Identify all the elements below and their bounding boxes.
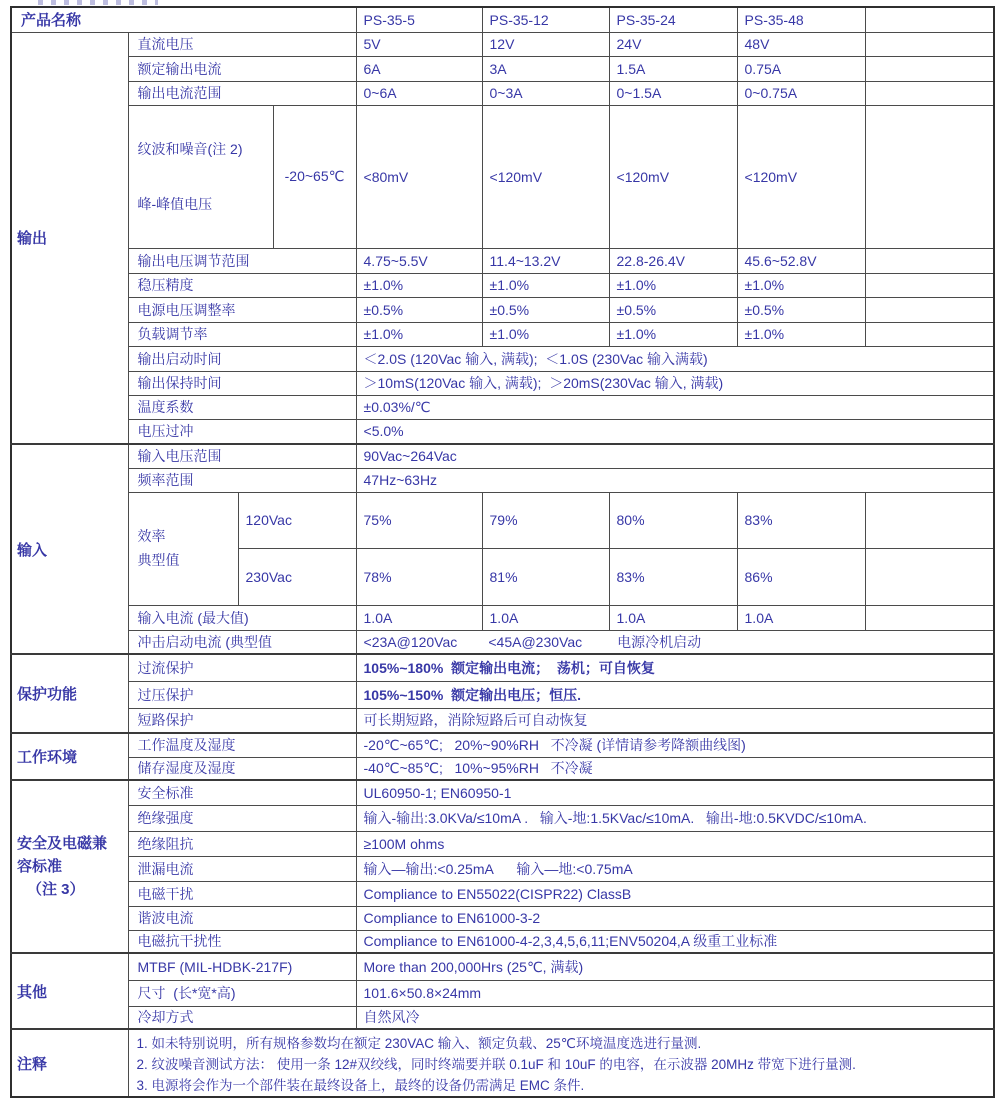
model-ps-35-48: PS-35-48 — [737, 7, 865, 32]
row-inrush-current — [11, 630, 994, 654]
param-label: 频率范围 — [128, 468, 356, 492]
param-label-ripple — [128, 105, 273, 248]
param-label: 输出保持时间 — [128, 371, 356, 395]
spec-value: 80% — [609, 492, 737, 549]
spec-value: 83% — [737, 492, 865, 549]
row-ovp — [11, 681, 994, 708]
param-label-efficiency — [128, 492, 238, 605]
row-hold-time — [11, 371, 994, 395]
row-storage-temp — [11, 757, 994, 780]
row-cooling — [11, 1006, 994, 1029]
row-ripple-noise — [11, 105, 994, 248]
spec-value: 3A — [482, 56, 609, 81]
safety-label-line2: 容标准 — [17, 858, 63, 876]
empty-cell — [865, 492, 994, 549]
spec-value: 0~1.5A — [609, 81, 737, 105]
spec-value: ±1.0% — [737, 322, 865, 346]
spec-value-span: <5.0% — [356, 419, 994, 444]
param-label: 短路保护 — [128, 708, 356, 733]
spec-value: 45.6~52.8V — [737, 248, 865, 273]
note-line-3: 3. 电源将会作为一个部件装在最终设备上，最终的设备仍需满足 EMC 条件. — [136, 1078, 585, 1094]
spec-value-span: 47Hz~63Hz — [356, 468, 994, 492]
spec-value: 0.75A — [737, 56, 865, 81]
param-label: 输出电压调节范围 — [128, 248, 356, 273]
efficiency-label-line2: 典型值 — [137, 551, 180, 568]
spec-value-span: -40℃~85℃; 10%~95%RH 不冷凝 — [356, 757, 994, 780]
spec-value: <120mV — [737, 105, 865, 248]
spec-value: 1.5A — [609, 56, 737, 81]
spec-value: 11.4~13.2V — [482, 248, 609, 273]
row-insulation-strength — [11, 805, 994, 831]
empty-header-cell — [865, 7, 994, 32]
spec-value-span: More than 200,000Hrs (25℃, 满载) — [356, 953, 994, 980]
spec-value-span: 输入-输出:3.0KVa/≤10mA . 输入-地:1.5KVac/≤10mA. 输出-地:0.5KVDC/≤10mA. — [356, 805, 994, 831]
param-label: 工作温度及湿度 — [128, 733, 356, 757]
spec-value: 81% — [482, 549, 609, 606]
spec-value: ±1.0% — [482, 273, 609, 297]
top-clipped-text-artifact — [38, 0, 158, 5]
spec-value-span: ≥100M ohms — [356, 831, 994, 856]
param-label: 输入电压范围 — [128, 444, 356, 468]
row-voltage-adj-range — [11, 248, 994, 273]
safety-label-note: （注 3） — [27, 881, 85, 899]
row-efficiency-120vac — [11, 492, 994, 549]
spec-value: 1.0A — [737, 605, 865, 630]
param-label: 负载调节率 — [128, 322, 356, 346]
efficiency-condition-120vac: 120Vac — [238, 492, 356, 549]
param-label: 温度系数 — [128, 395, 356, 419]
spec-value: 83% — [609, 549, 737, 606]
section-label-environment: 工作环境 — [11, 733, 128, 780]
empty-cell — [865, 297, 994, 322]
ripple-condition: -20~65℃ — [273, 105, 356, 248]
param-label: 输入电流 (最大值) — [128, 605, 356, 630]
spec-value: ±1.0% — [609, 322, 737, 346]
row-dimensions — [11, 980, 994, 1006]
spec-value: 4.75~5.5V — [356, 248, 482, 273]
row-insulation-resistance — [11, 831, 994, 856]
empty-cell — [865, 605, 994, 630]
param-label: 直流电压 — [128, 32, 356, 56]
section-label-output: 输出 — [11, 32, 128, 444]
spec-value-span: Compliance to EN61000-4-2,3,4,5,6,11;ENV50204,A 级重工业标准 — [356, 930, 994, 953]
param-label: MTBF (MIL-HDBK-217F) — [128, 953, 356, 980]
param-label: 储存湿度及湿度 — [128, 757, 356, 780]
spec-value-span: Compliance to EN55022(CISPR22) ClassB — [356, 881, 994, 906]
spec-value-span: ＜2.0S (120Vac 输入, 满载); ＜1.0S (230Vac 输入满载) — [356, 346, 994, 371]
spec-value: ±0.5% — [609, 297, 737, 322]
ripple-label-line1: 纹波和噪音(注 2) — [137, 140, 243, 157]
header-row — [11, 7, 994, 32]
param-label: 电磁干扰 — [128, 881, 356, 906]
spec-value: <120mV — [482, 105, 609, 248]
param-label: 稳压精度 — [128, 273, 356, 297]
spec-value: 0~6A — [356, 81, 482, 105]
param-label: 冲击启动电流 (典型值 — [128, 630, 356, 654]
param-label: 过流保护 — [128, 654, 356, 681]
model-ps-35-5: PS-35-5 — [356, 7, 482, 32]
row-overshoot — [11, 419, 994, 444]
spec-value-span: 101.6×50.8×24mm — [356, 980, 994, 1006]
spec-value-span: 90Vac~264Vac — [356, 444, 994, 468]
section-label-safety-emc — [11, 780, 128, 953]
spec-value: <120mV — [609, 105, 737, 248]
spec-value: 86% — [737, 549, 865, 606]
row-dc-voltage — [11, 32, 994, 56]
row-temp-coefficient — [11, 395, 994, 419]
empty-cell — [865, 105, 994, 248]
spec-value: 0~3A — [482, 81, 609, 105]
row-input-max-current — [11, 605, 994, 630]
param-label: 泄漏电流 — [128, 856, 356, 881]
row-leakage-current — [11, 856, 994, 881]
spec-value: 1.0A — [482, 605, 609, 630]
spec-value: 78% — [356, 549, 482, 606]
empty-cell — [865, 322, 994, 346]
efficiency-label-line1: 效率 — [137, 527, 166, 544]
row-current-range — [11, 81, 994, 105]
spec-value-span: <23A@120Vac <45A@230Vac 电源冷机启动 — [356, 630, 994, 654]
row-notes — [11, 1029, 994, 1097]
spec-value: 6A — [356, 56, 482, 81]
spec-value: 79% — [482, 492, 609, 549]
notes-cell — [128, 1029, 994, 1097]
row-safety-standard — [11, 780, 994, 805]
safety-label-line1: 安全及电磁兼 — [17, 834, 108, 852]
spec-value-span: ±0.03%/℃ — [356, 395, 994, 419]
section-label-other: 其他 — [11, 953, 128, 1029]
param-label: 绝缘阻抗 — [128, 831, 356, 856]
spec-value-span: -20℃~65℃; 20%~90%RH 不冷凝 (详情请参考降额曲线图) — [356, 733, 994, 757]
row-emc-immunity — [11, 930, 994, 953]
spec-value: 22.8-26.4V — [609, 248, 737, 273]
param-label: 电压过冲 — [128, 419, 356, 444]
param-label: 额定输出电流 — [128, 56, 356, 81]
spec-value: 24V — [609, 32, 737, 56]
note-line-2: 2. 纹波噪音测试方法： 使用一条 12#双绞线，同时终端要并联 0.1uF 和 10uF 的电容，在示波器 20MHz 带宽下进行量测. — [136, 1057, 856, 1073]
ripple-label-line2: 峰-峰值电压 — [137, 195, 213, 212]
spec-value: 12V — [482, 32, 609, 56]
spec-value: ±0.5% — [356, 297, 482, 322]
spec-value: ±0.5% — [737, 297, 865, 322]
param-label: 尺寸 (长*宽*高) — [128, 980, 356, 1006]
spec-value: ±1.0% — [482, 322, 609, 346]
spec-value: 5V — [356, 32, 482, 56]
empty-cell — [865, 248, 994, 273]
spec-value: 1.0A — [356, 605, 482, 630]
spec-value: 75% — [356, 492, 482, 549]
row-frequency-range — [11, 468, 994, 492]
model-ps-35-24: PS-35-24 — [609, 7, 737, 32]
spec-value-span: Compliance to EN61000-3-2 — [356, 906, 994, 930]
param-label: 电源电压调整率 — [128, 297, 356, 322]
efficiency-condition-230vac: 230Vac — [238, 549, 356, 606]
row-input-voltage-range — [11, 444, 994, 468]
row-scp — [11, 708, 994, 733]
row-load-regulation — [11, 322, 994, 346]
param-label: 冷却方式 — [128, 1006, 356, 1029]
spec-value: 1.0A — [609, 605, 737, 630]
row-harmonic-current — [11, 906, 994, 930]
empty-cell — [865, 549, 994, 606]
row-line-regulation — [11, 297, 994, 322]
spec-value: <80mV — [356, 105, 482, 248]
spec-value-span: UL60950-1; EN60950-1 — [356, 780, 994, 805]
param-label: 谐波电流 — [128, 906, 356, 930]
param-label: 绝缘强度 — [128, 805, 356, 831]
spec-value: ±0.5% — [482, 297, 609, 322]
spec-value: ±1.0% — [737, 273, 865, 297]
param-label: 安全标准 — [128, 780, 356, 805]
spec-value: 0~0.75A — [737, 81, 865, 105]
spec-value: ±1.0% — [356, 322, 482, 346]
empty-cell — [865, 32, 994, 56]
model-ps-35-12: PS-35-12 — [482, 7, 609, 32]
product-name-label: 产品名称 — [11, 7, 356, 32]
spec-value-span: 105%~150% 额定输出电压；恒压. — [356, 681, 994, 708]
section-label-input: 输入 — [11, 444, 128, 654]
note-line-1: 1. 如未特别说明，所有规格参数均在额定 230VAC 输入、额定负载、25℃环境温度选进行量测. — [136, 1036, 702, 1052]
row-operating-temp — [11, 733, 994, 757]
section-label-protection: 保护功能 — [11, 654, 128, 733]
spec-value-span: 105%~180% 额定输出电流； 荡机；可自恢复 — [356, 654, 994, 681]
empty-cell — [865, 81, 994, 105]
row-setup-time — [11, 346, 994, 371]
param-label: 电磁抗干扰性 — [128, 930, 356, 953]
param-label: 过压保护 — [128, 681, 356, 708]
spec-value-span: 输入—输出:<0.25mA 输入—地:<0.75mA — [356, 856, 994, 881]
spec-value-span: 可长期短路，消除短路后可自动恢复 — [356, 708, 994, 733]
spec-value-span: 自然风冷 — [356, 1006, 994, 1029]
spec-value: ±1.0% — [356, 273, 482, 297]
param-label: 输出启动时间 — [128, 346, 356, 371]
empty-cell — [865, 273, 994, 297]
row-voltage-accuracy — [11, 273, 994, 297]
spec-value-span: ＞10mS(120Vac 输入, 满载); ＞20mS(230Vac 输入, 满载) — [356, 371, 994, 395]
spec-table — [10, 6, 995, 1098]
param-label: 输出电流范围 — [128, 81, 356, 105]
spec-value: ±1.0% — [609, 273, 737, 297]
row-mtbf — [11, 953, 994, 980]
section-label-notes: 注释 — [11, 1029, 128, 1097]
spec-value: 48V — [737, 32, 865, 56]
row-rated-current — [11, 56, 994, 81]
empty-cell — [865, 56, 994, 81]
row-ocp — [11, 654, 994, 681]
row-emi — [11, 881, 994, 906]
